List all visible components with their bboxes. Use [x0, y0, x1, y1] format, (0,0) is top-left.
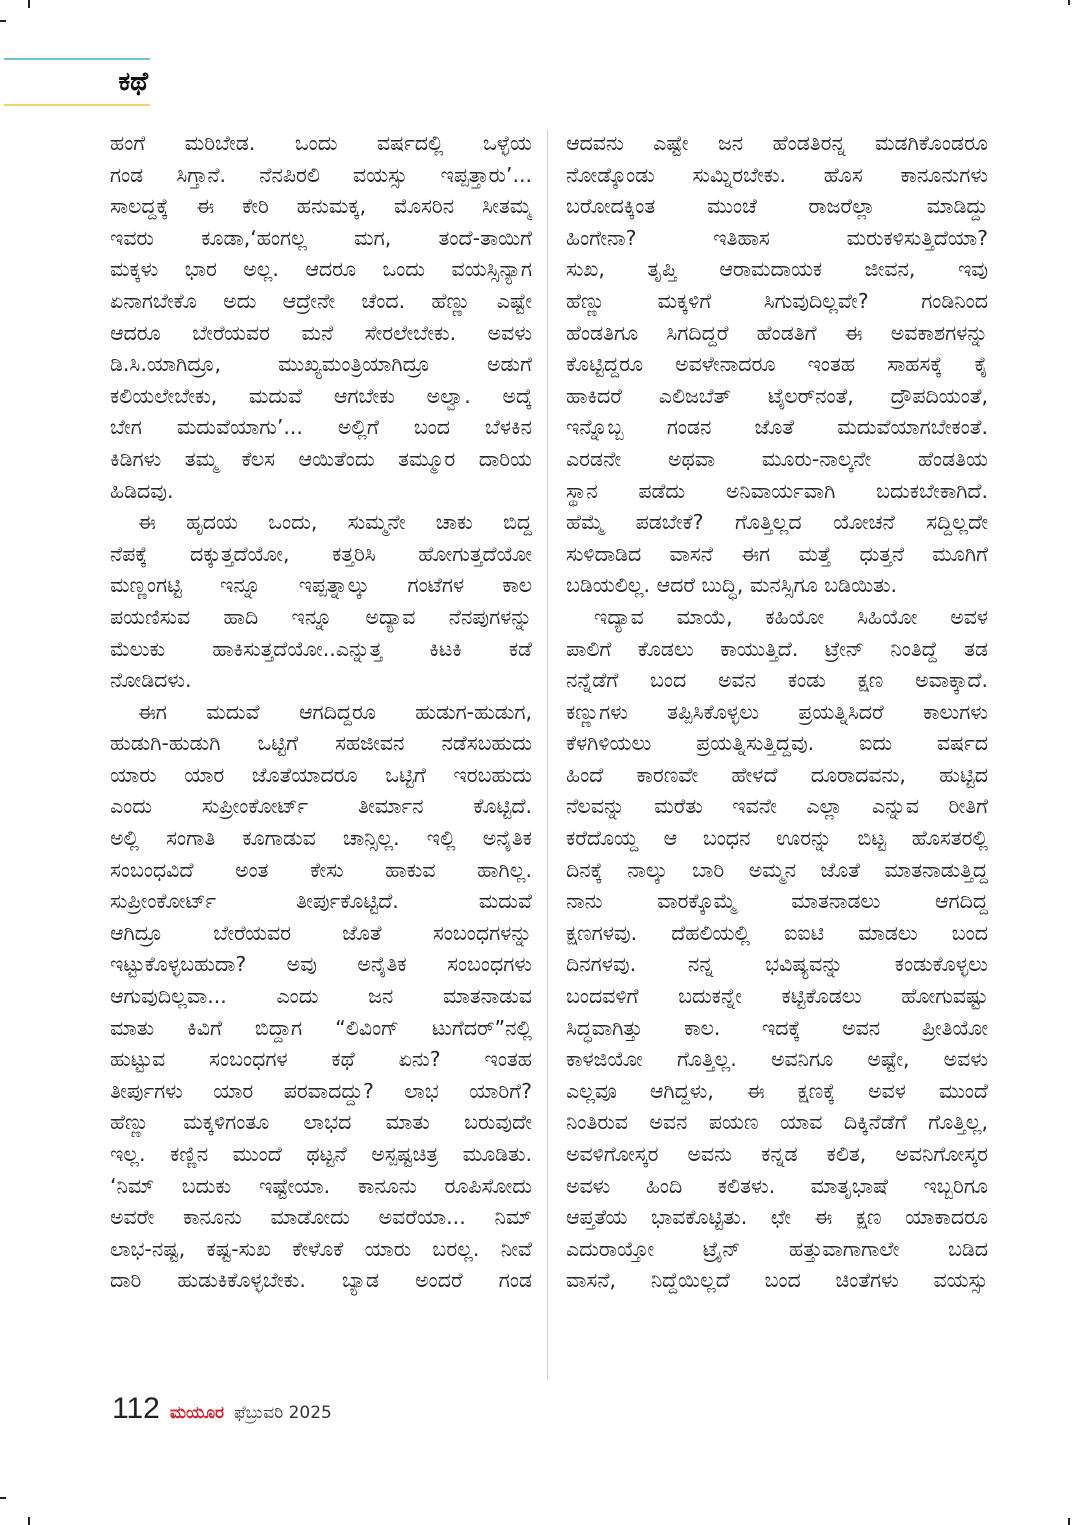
text-line: ನನ್ನೆಡೆಗೆ ಬಂದ ಅವನ ಕಂಡು ಕ್ಷಣ ಅವಾಕ್ಕಾದೆ. [566, 668, 988, 693]
text-line: ಕರೆದೊಯ್ದ ಆ ಬಂಧನ ಊರನ್ನು ಬಿಟ್ಟ ಹೊಸತರಲ್ಲಿ [566, 826, 988, 851]
text-line: ಹೆಂಡತಿಗೂ ಸಿಗದಿದ್ದರೆ ಹೆಂಡತಿಗೆ ಈ ಅವಕಾಶಗಳನ್ನು [566, 320, 988, 345]
text-line: ಬೇಗ ಮದುವೆಯಾಗು’... ಅಲ್ಲಿಗೆ ಬಂದ ಬೆಳಕಿನ [110, 415, 532, 440]
text-line: ಸುಖ, ತೃಪ್ತಿ ಆರಾಮದಾಯಕ ಜೀವನ, ಇವು [566, 257, 988, 282]
text-line: ಸಂಬಂಧವಿದೆ ಅಂತ ಕೇಸು ಹಾಕುವ ಹಾಗಿಲ್ಲ. [110, 857, 532, 882]
text-line: ಇದ್ಯಾವ ಮಾಯೆ, ಕಹಿಯೋ ಸಿಹಿಯೋ ಅವಳ [594, 604, 988, 629]
crop-mark [0, 1497, 6, 1499]
text-line: ಕಾಳಜಿಯೋ ಗೊತ್ತಿಲ್ಲ. ಅವನಿಗೂ ಅಷ್ಟೇ, ಅವಳು [566, 1047, 988, 1072]
text-line: ಅವರೇ ಕಾನೂನು ಮಾಡೋದು ಅವರೆಯಾ... ನಿಮ್ [110, 1205, 532, 1230]
crop-mark [28, 1517, 30, 1525]
text-line: ಯಾರು ಯಾರ ಜೊತೆಯಾದರೂ ಒಟ್ಟಿಗೆ ಇರಬಹುದು [110, 762, 532, 787]
text-line: ನೆಲವನ್ನು ಮರೆತು ಇವನೇ ಎಲ್ಲಾ ಎನ್ನುವ ರೀತಿಗೆ [566, 794, 988, 819]
text-line: ಸುಪ್ರೀಂಕೋರ್ಟ್ ತೀರ್ಪುಕೊಟ್ಟಿದೆ. ಮದುವೆ [110, 889, 532, 914]
text-line: ಬಡಿಯಲಿಲ್ಲ. ಆದರೆ ಬುದ್ಧಿ, ಮನಸ್ಸಿಗೂ ಬಡಿಯಿತು. [566, 573, 897, 598]
crop-mark [0, 20, 6, 22]
text-line: ದಿನಕ್ಕೆ ನಾಲ್ಕು ಬಾರಿ ಅಮ್ಮನ ಜೊತೆ ಮಾತನಾಡುತ್ತಿದ್ದ [566, 857, 988, 882]
text-line: ಸಾಲದ್ದಕ್ಕೆ ಈ ಕೇರಿ ಹನುಮಕ್ಕ, ಮೊಸರಿನ ಸೀತಮ್ಮ [110, 194, 532, 219]
text-line: ಬಂದವಳಿಗೆ ಬದುಕನ್ನೇ ಕಟ್ಟಿಕೊಡಲು ಹೋಗುವಷ್ಟು [566, 984, 988, 1009]
text-line: ಇವರು ಕೂಡಾ,‘ಹಂಗಲ್ಲ ಮಗ, ತಂದೆ-ತಾಯಿಗೆ [110, 225, 532, 250]
text-line: ಹಿಡಿದವು. [110, 478, 174, 503]
text-line: ಆಗುವುದಿಲ್ಲವಾ... ಎಂದು ಜನ ಮಾತನಾಡುವ [110, 984, 532, 1009]
text-line: ಆದವನು ಎಷ್ಟೇ ಜನ ಹೆಂಡತಿರನ್ನ ಮಡಗಿಕೊಂಡರೂ [566, 131, 988, 155]
text-line: ಹುಡುಗಿ-ಹುಡುಗಿ ಒಟ್ಟಿಗೆ ಸಹಜೀವನ ನಡೆಸಬಹುದು [110, 731, 532, 756]
text-line: ಸ್ಥಾನ ಪಡೆದು ಅನಿವಾರ್ಯವಾಗಿ ಬದುಕಬೇಕಾಗಿದೆ. [566, 478, 988, 503]
section-title: ಕಥೆ [118, 67, 148, 97]
text-line: ಹಂಗೆ ಮರಿಬೇಡ. ಒಂದು ವರ್ಷದಲ್ಲಿ ಒಳ್ಳೆಯ [110, 131, 532, 155]
column-divider [547, 130, 548, 1380]
text-line: ನಾನು ವಾರಕ್ಕೊಮ್ಮೆ ಮಾತನಾಡಲು ಆಗದಿದ್ದ [566, 889, 988, 914]
text-line: ಹಾಕಿದರೆ ಎಲಿಜಬೆತ್ ಟೈಲರ್‌ನಂತೆ, ದ್ರೌಪದಿಯಂತೆ, [566, 383, 988, 408]
text-line: ಎಲ್ಲವೂ ಆಗಿದ್ದಳು, ಈ ಕ್ಷಣಕ್ಕೆ ಅವಳ ಮುಂದೆ [566, 1078, 988, 1103]
section-header [4, 58, 150, 106]
text-line: ಅವಳು ಹಿಂದಿ ಕಲಿತಳು. ಮಾತೃಭಾಷೆ ಇಬ್ಬರಿಗೂ [566, 1173, 988, 1198]
text-line: ಅಲ್ಲಿ ಸಂಗಾತಿ ಕೂಗಾಡುವ ಚಾನ್ಸಿಲ್ಲ. ಇಲ್ಲಿ ಅನೈತಿಕ [110, 826, 532, 851]
text-line: ಎರಡನೇ ಅಥವಾ ಮೂರು-ನಾಲ್ಕನೇ ಹೆಂಡತಿಯ [566, 446, 988, 471]
text-line: ಗಂಡ ಸಿಗ್ತಾನೆ. ನೆನಪಿರಲಿ ವಯಸ್ಸು ಇಪ್ಪತ್ತಾರು’... [110, 162, 532, 187]
page-number: 112 [112, 1392, 160, 1425]
text-line: ಎದುರಾಯ್ತೋ ಟ್ರೈನ್ ಹತ್ತುವಾಗಾಗಾಲೇ ಬಡಿದ [566, 1236, 988, 1261]
text-line: ಈಗ ಮದುವೆ ಆಗದಿದ್ದರೂ ಹುಡುಗ-ಹುಡುಗ, [138, 699, 532, 724]
text-line: ‘ನಿಮ್ ಬದುಕು ಇಷ್ಟೇಯಾ. ಕಾನೂನು ರೂಪಿಸೋದು [110, 1173, 532, 1198]
text-line: ಹೆಣ್ಣು ಮಕ್ಕಳಿಗೆ ಸಿಗುವುದಿಲ್ಲವೇ? ಗಂಡಿನಿಂದ [566, 288, 988, 313]
text-line: ಮಕ್ಕಳು ಭಾರ ಅಲ್ಲ. ಆದರೂ ಒಂದು ವಯಸ್ಸಿನ್ಯಾಗ [110, 257, 532, 282]
text-line: ಕೆಳಗಿಳಿಯಲು ಪ್ರಯತ್ನಿಸುತ್ತಿದ್ದವು. ಐದು ವರ್ಷದ [566, 731, 988, 756]
magazine-logo: ಮಯೂರ [169, 1403, 225, 1423]
text-line: ನೋಡ್ಕೊಂಡು ಸುಮ್ನಿರಬೇಕು. ಹೊಸ ಕಾನೂನುಗಳು [566, 162, 988, 187]
page-footer [112, 1392, 332, 1426]
header-rule-bottom [4, 104, 150, 106]
text-line: ದಾರಿ ಹುಡುಕಿಕೊಳ್ಳಬೇಕು. ಬ್ಯಾಡ ಅಂದರೆ ಗಂಡ [110, 1268, 532, 1293]
text-line: ಪಯಣಿಸುವ ಹಾದಿ ಇನ್ನೂ ಅದ್ಯಾವ ನೆನಪುಗಳನ್ನು [110, 604, 532, 629]
text-line: ಬರೋದಕ್ಕಿಂತ ಮುಂಚೆ ರಾಜರೆಲ್ಲಾ ಮಾಡಿದ್ದು [566, 194, 988, 219]
text-line: ಕೊಟ್ಟಿದ್ದರೂ ಅವಳೇನಾದರೂ ಇಂತಹ ಸಾಹಸಕ್ಕೆ ಕೈ [566, 352, 988, 377]
text-line: ವಾಸನೆ, ನಿದ್ದೆಯಿಲ್ಲದೆ ಬಂದ ಚಿಂತೆಗಳು ವಯಸ್ಸು [566, 1268, 988, 1293]
text-line: ಆಗಿದ್ರೂ ಬೇರೆಯವರ ಜೊತೆ ಸಂಬಂಧಗಳನ್ನು [110, 920, 532, 945]
text-line: ಹಿಂದೆ ಕಾರಣವೇ ಹೇಳದೆ ದೂರಾದವನು, ಹುಟ್ಟಿದ [566, 762, 988, 787]
text-line: ಇನ್ನೊಬ್ಬ ಗಂಡನ ಜೊತೆ ಮದುವೆಯಾಗಬೇಕಂತೆ. [566, 415, 988, 440]
text-line: ಇಟ್ಟುಕೊಳ್ಳಬಹುದಾ? ಅವು ಅನೈತಿಕ ಸಂಬಂಧಗಳು [110, 952, 532, 977]
crop-mark [1068, 1518, 1070, 1525]
text-line: ನೆಪಕ್ಕೆ ದಕ್ಕುತ್ತದೆಯೋ, ಕತ್ತರಿಸಿ ಹೋಗುತ್ತದೆಯೋ [110, 541, 532, 566]
text-line: ಸಿದ್ಧವಾಗಿತ್ತು ಕಾಲ. ಇದಕ್ಕೆ ಅವನ ಪ್ರೀತಿಯೋ [566, 1015, 988, 1040]
text-line: ಎಂದು ಸುಪ್ರೀಂಕೋರ್ಟ್ ತೀರ್ಮಾನ ಕೊಟ್ಟಿದೆ. [110, 794, 532, 819]
text-line: ಲಾಭ-ನಷ್ಟ, ಕಷ್ಟ-ಸುಖ ಕೇಳೊಕೆ ಯಾರು ಬರಲ್ಲ. ನೀವೆ [110, 1236, 532, 1261]
text-line: ತೀರ್ಪುಗಳು ಯಾರ ಪರವಾದದ್ದು? ಲಾಭ ಯಾರಿಗೆ? [110, 1078, 532, 1103]
text-line: ದಿನಗಳವು. ನನ್ನ ಭವಿಷ್ಯವನ್ನು ಕಂಡುಕೊಳ್ಳಲು [566, 952, 988, 977]
crop-mark [28, 0, 30, 8]
text-line: ನೋಡಿದಳು. [110, 668, 192, 693]
crop-mark [1068, 0, 1070, 5]
issue-date: ಫೆಬ್ರುವರಿ 2025 [234, 1403, 332, 1423]
text-line: ಕಿಡಿಗಳು ತಮ್ಮ ಕೆಲಸ ಆಯಿತೆಂದು ತಮ್ಮೂರ ದಾರಿಯ [110, 446, 532, 471]
text-line: ಇಲ್ಲ. ಕಣ್ಣಿನ ಮುಂದೆ ಥಟ್ಟನೆ ಅಸ್ಪಷ್ಟಚಿತ್ರ ಮೂಡಿತು. [110, 1142, 532, 1166]
text-line: ಏನಾಗಬೇಕೊ ಅದು ಆದ್ರೇನೇ ಚೆಂದ. ಹೆಣ್ಣು ಎಷ್ಟೇ [110, 288, 532, 313]
article-column-right [566, 128, 988, 1297]
text-line: ಮಾತು ಕಿವಿಗೆ ಬಿದ್ದಾಗ “ಲಿವಿಂಗ್ ಟುಗೆದರ್”ನಲ್ಲಿ [110, 1015, 532, 1040]
text-line: ಕಲಿಯಲೇಬೇಕು, ಮದುವೆ ಆಗಬೇಕು ಅಲ್ವಾ. ಅದ್ಕೆ [110, 383, 532, 408]
text-line: ಪಾಲಿಗೆ ಕೊಡಲು ಕಾಯುತ್ತಿದೆ. ಟ್ರೇನ್ ನಿಂತಿದ್ದೆ ತಡ [566, 636, 988, 661]
text-line: ಹೆಣ್ಣು ಮಕ್ಕಳಿಗಂತೂ ಲಾಭದ ಮಾತು ಬರುವುದೇ [110, 1110, 532, 1135]
text-line: ಡಿ.ಸಿ.ಯಾಗಿದ್ರೂ, ಮುಖ್ಯಮಂತ್ರಿಯಾಗಿದ್ರೂ ಅಡುಗೆ [110, 352, 532, 377]
text-line: ಕ್ಷಣಗಳವು. ದೆಹಲಿಯಲ್ಲಿ ಐಐಟಿ ಮಾಡಲು ಬಂದ [566, 920, 988, 945]
text-line: ಆಪ್ತತೆಯ ಭಾವಕೊಟ್ಟಿತು. ಛೇ ಈ ಕ್ಷಣ ಯಾಕಾದರೂ [566, 1205, 988, 1230]
text-line: ಹೆಮ್ಮೆ ಪಡಬೇಕೆ? ಗೊತ್ತಿಲ್ಲದ ಯೋಚನೆ ಸದ್ದಿಲ್ಲದೇ [566, 510, 988, 535]
article-column-left [110, 128, 532, 1297]
text-line: ಮೆಲುಕು ಹಾಕಿಸುತ್ತದೆಯೋ..ಎನ್ನುತ್ತ ಕಿಟಕಿ ಕಡೆ [110, 636, 532, 661]
text-line: ಸುಳಿದಾಡಿದ ವಾಸನೆ ಈಗ ಮತ್ತೆ ಧುತ್ತನೆ ಮೂಗಿಗೆ [566, 541, 988, 566]
text-line: ಹಿಂಗೇನಾ? ಇತಿಹಾಸ ಮರುಕಳಿಸುತ್ತಿದೆಯಾ? [566, 225, 988, 250]
text-line: ಈ ಹೃದಯ ಒಂದು, ಸುಮ್ಮನೇ ಚಾಕು ಬಿದ್ದ [138, 510, 532, 535]
text-line: ಮಣ್ಣಂಗಟ್ಟಿ ಇನ್ನೂ ಇಪ್ಪತ್ನಾಲ್ಕು ಗಂಟೆಗಳ ಕಾಲ [110, 573, 532, 598]
text-line: ಅವಳಿಗೋಸ್ಕರ ಅವನು ಕನ್ನಡ ಕಲಿತ, ಅವನಿಗೋಸ್ಕರ [566, 1142, 988, 1166]
text-line: ಆದರೂ ಬೇರೆಯವರ ಮನೆ ಸೇರಲೇಬೇಕು. ಅವಳು [110, 320, 532, 345]
text-line: ಕಣ್ಣುಗಳು ತಪ್ಪಿಸಿಕೊಳ್ಳಲು ಪ್ರಯತ್ನಿಸಿದರೆ ಕಾಲುಗಳು [566, 699, 988, 724]
text-line: ನಿಂತಿರುವ ಅವನ ಪಯಣ ಯಾವ ದಿಕ್ಕಿನೆಡೆಗೆ ಗೊತ್ತಿಲ್ಲ, [566, 1110, 988, 1135]
text-line: ಹುಟ್ಟುವ ಸಂಬಂಧಗಳ ಕಥೆ ಏನು? ಇಂತಹ [110, 1047, 532, 1072]
